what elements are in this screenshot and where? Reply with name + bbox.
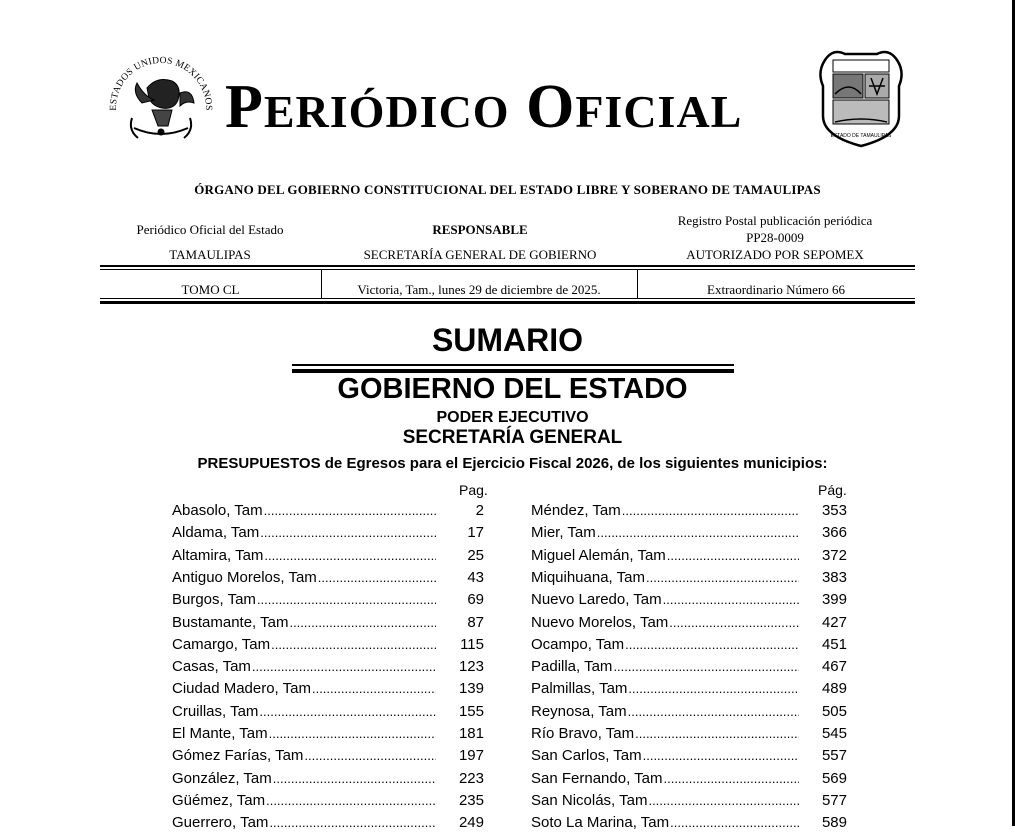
page-number: 87 (467, 613, 484, 631)
municipality-name: San Carlos, Tam (531, 747, 642, 765)
municipality-name: Casas, Tam (172, 658, 251, 676)
dot-leader (667, 545, 799, 567)
mexico-coat-of-arms-seal (102, 48, 220, 156)
dot-leader (252, 656, 436, 678)
municipality-name: Ocampo, Tam (531, 635, 625, 653)
dot-leader (289, 612, 436, 634)
municipality-name: Reynosa, Tam (531, 702, 627, 720)
toc-entry (531, 768, 847, 790)
dot-leader (628, 701, 799, 723)
responsable-label: RESPONSABLE (432, 222, 528, 237)
dot-leader (266, 790, 436, 812)
dot-leader (648, 790, 799, 812)
dot-leader (264, 545, 436, 567)
toc-entry (531, 745, 847, 767)
municipality-name: Mier, Tam (531, 524, 596, 542)
page-number: 181 (458, 725, 484, 742)
municipality-name: Miguel Alemán, Tam (531, 546, 666, 564)
toc-entry (531, 723, 847, 745)
page-column-header-left: Pag. (459, 482, 488, 498)
dot-leader (669, 612, 799, 634)
municipality-name: Méndez, Tam (531, 502, 621, 519)
toc-entry (531, 812, 847, 834)
toc-entry (531, 545, 847, 567)
toc-entry (531, 612, 847, 634)
page-number: 155 (458, 702, 484, 720)
dot-leader (260, 522, 436, 544)
municipality-name: Bustamante, Tam (172, 613, 289, 631)
issue-number: Extraordinario Número 66 (707, 282, 845, 297)
toc-entry (172, 500, 484, 522)
seal-left-text: ESTADOS UNIDOS MEXICANOS (108, 55, 214, 111)
dot-leader (613, 656, 799, 678)
toc-entry (172, 678, 484, 700)
municipality-name: Gómez Farías, Tam (172, 747, 304, 765)
registro-number: PP28-0009 (746, 230, 804, 245)
page-number: 249 (458, 814, 484, 832)
dot-leader (269, 812, 436, 834)
periodico-label: Periódico Oficial del Estado (136, 222, 284, 237)
page-number: 17 (467, 524, 484, 542)
toc-entry (531, 701, 847, 723)
page-number: 353 (821, 502, 847, 519)
page-number: 43 (467, 568, 484, 586)
page-number: 577 (821, 791, 847, 809)
page-number: 545 (821, 725, 847, 742)
toc-entry (172, 656, 484, 678)
dot-leader (597, 522, 799, 544)
page-number: 383 (821, 568, 847, 586)
toc-entry (172, 634, 484, 656)
dot-leader (622, 500, 799, 522)
municipality-name: Güémez, Tam (172, 791, 266, 809)
municipality-name: Río Bravo, Tam (531, 725, 635, 742)
toc-entry (531, 500, 847, 522)
summary-rule-thin (292, 364, 734, 366)
dot-leader (646, 567, 799, 589)
page-column-header-right: Pág. (818, 482, 847, 498)
municipality-name: Abasolo, Tam (172, 502, 263, 519)
toc-entry (531, 634, 847, 656)
dot-leader (264, 500, 436, 522)
page-number: 505 (821, 702, 847, 720)
dot-leader (670, 812, 799, 834)
organ-line: ÓRGANO DEL GOBIERNO CONSTITUCIONAL DEL ESTADO LIBRE Y SOBERANO DE TAMAULIPAS (194, 182, 821, 197)
dot-leader (271, 634, 436, 656)
dot-leader (663, 589, 799, 611)
municipality-name: Palmillas, Tam (531, 680, 628, 698)
dot-leader (625, 634, 799, 656)
toc-entry (531, 589, 847, 611)
page-number: 427 (821, 613, 847, 631)
summary-heading: SUMARIO (431, 322, 584, 358)
dot-leader (318, 567, 436, 589)
page-number: 2 (475, 502, 484, 519)
toc-entry (172, 790, 484, 812)
dot-leader (273, 768, 436, 790)
toc-entry (172, 589, 484, 611)
state-label: TAMAULIPAS (169, 247, 251, 262)
toc-entry (531, 567, 847, 589)
page-number: 223 (458, 769, 484, 787)
toc-entry (531, 656, 847, 678)
header-rule-bottom (100, 301, 915, 304)
dot-leader (312, 678, 436, 700)
secretariat-heading: SECRETARÍA GENERAL (402, 427, 623, 448)
tomo-label: TOMO CL (181, 282, 240, 297)
toc-entry (531, 790, 847, 812)
municipality-name: Burgos, Tam (172, 591, 256, 609)
toc-entry (172, 723, 484, 745)
toc-entry (531, 522, 847, 544)
page-number: 25 (467, 546, 484, 564)
page-number: 467 (821, 658, 847, 676)
municipality-name: Camargo, Tam (172, 635, 271, 653)
toc-entry (172, 522, 484, 544)
municipality-name: Aldama, Tam (172, 524, 260, 542)
issue-date: Victoria, Tam., lunes 29 de diciembre de 2025. (357, 282, 601, 297)
page-number: 115 (460, 635, 484, 653)
dot-leader (304, 745, 436, 767)
municipality-name: Antiguo Morelos, Tam (172, 568, 317, 586)
page-number: 123 (458, 658, 484, 676)
dot-leader (663, 768, 799, 790)
municipality-name: El Mante, Tam (172, 725, 268, 742)
page-number: 489 (821, 680, 847, 698)
sepomex-label: AUTORIZADO POR SEPOMEX (686, 247, 864, 262)
page-number: 589 (821, 814, 847, 832)
municipality-name: Nuevo Laredo, Tam (531, 591, 662, 609)
municipality-name: Padilla, Tam (531, 658, 613, 676)
toc-entry (531, 678, 847, 700)
page-number: 197 (458, 747, 484, 765)
tamaulipas-coat-of-arms-seal (815, 46, 907, 150)
municipality-name: Miquihuana, Tam (531, 568, 645, 586)
toc-entry (172, 545, 484, 567)
government-heading: GOBIERNO DEL ESTADO (337, 373, 688, 405)
branch-heading: PODER EJECUTIVO (436, 409, 589, 426)
page-number: 235 (458, 791, 484, 809)
toc-entry (172, 612, 484, 634)
municipality-name: San Fernando, Tam (531, 769, 663, 787)
secretaria-label: SECRETARÍA GENERAL DE GOBIERNO (363, 247, 597, 262)
toc-entry (172, 745, 484, 767)
page-number: 366 (821, 524, 847, 542)
dot-leader (259, 701, 436, 723)
page-number: 399 (821, 591, 847, 609)
seal-right-text: ESTADO DE TAMAULIPAS (830, 133, 892, 139)
toc-entry (172, 768, 484, 790)
municipality-name: San Nicolás, Tam (531, 791, 648, 809)
header-rule-top-thin (100, 269, 915, 270)
dot-leader (257, 589, 436, 611)
municipality-name: Soto La Marina, Tam (531, 814, 670, 832)
municipality-name: Cruillas, Tam (172, 702, 259, 720)
municipality-name: Ciudad Madero, Tam (172, 680, 311, 698)
dot-leader (269, 723, 436, 745)
page-number: 139 (458, 680, 484, 698)
header-rule-top (100, 265, 915, 267)
newspaper-title: PERIÓDICO OFICIAL (225, 73, 743, 141)
budget-intro: PRESUPUESTOS de Egresos para el Ejercicio Fiscal 2026, de los siguientes municipios: (197, 455, 828, 472)
page-number: 557 (821, 747, 847, 765)
dot-leader (628, 678, 799, 700)
page-number: 569 (821, 769, 847, 787)
municipality-name: Nuevo Morelos, Tam (531, 613, 669, 631)
toc-entry (172, 701, 484, 723)
municipality-name: González, Tam (172, 769, 272, 787)
page-number: 69 (467, 591, 484, 609)
dot-leader (635, 723, 799, 745)
registro-label: Registro Postal publicación periódica (677, 213, 873, 228)
toc-entry (172, 812, 484, 834)
page-number: 451 (821, 635, 847, 653)
page-number: 372 (821, 546, 847, 564)
municipality-name: Altamira, Tam (172, 546, 264, 564)
municipality-name: Guerrero, Tam (172, 814, 269, 832)
toc-entry (172, 567, 484, 589)
dot-leader (643, 745, 799, 767)
header-rule-bottom-thin (100, 298, 915, 299)
